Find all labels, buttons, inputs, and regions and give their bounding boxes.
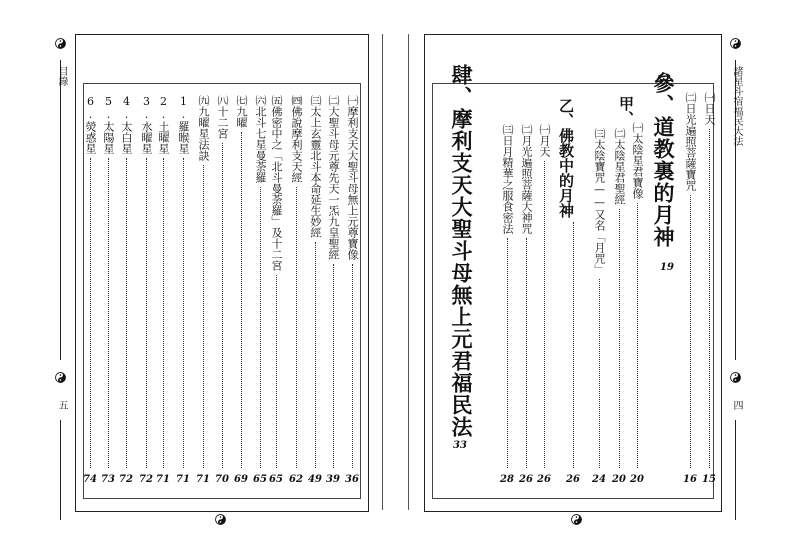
right-toc-a-2-leader-dots bbox=[690, 195, 691, 468]
right-toc-b-3-page-number: 24 bbox=[592, 474, 606, 485]
left-toc-entry-8-text: ㈧十二宮 bbox=[216, 95, 229, 139]
right-margin-rule-bottom bbox=[735, 420, 736, 520]
right-toc-b-2-leader-dots bbox=[619, 209, 620, 468]
right-toc-c-1-text: ㈠月天 bbox=[538, 124, 551, 157]
left-toc-entry-7-page-number: 69 bbox=[234, 474, 248, 485]
right-toc-a-1-text: ㈠日天 bbox=[703, 92, 716, 125]
left-toc-entry-5-leader-dots bbox=[276, 275, 277, 468]
right-toc-b-1-leader-dots bbox=[637, 203, 638, 468]
left-folio: 五 bbox=[56, 400, 67, 410]
section-yi-leader-dots bbox=[573, 222, 574, 468]
left-toc-entry-12-page-number: 72 bbox=[139, 474, 153, 485]
left-toc-entry-12-text: 3.水曜星 bbox=[140, 95, 153, 154]
left-toc-entry-6-leader-dots bbox=[260, 187, 261, 468]
chapter-3-page: 19 bbox=[660, 262, 674, 273]
right-toc-b-3-text: ㈢太陰寶咒——又名「月咒」 bbox=[593, 128, 606, 275]
right-toc-c-3-leader-dots bbox=[507, 238, 508, 468]
yin-yang-icon bbox=[55, 38, 66, 49]
right-toc-c-1-page-number: 26 bbox=[537, 474, 551, 485]
right-toc-b-1-text: ㈠太陰星君寶像 bbox=[631, 122, 644, 199]
left-toc-entry-2-text: ㈡大聖斗母元尊先天一炁九皇聖經 bbox=[327, 95, 340, 260]
left-running-head: 目錄 bbox=[56, 66, 67, 86]
left-toc-entry-10-text: 1.羅睺星 bbox=[177, 95, 190, 154]
left-toc-entry-8-page-number: 70 bbox=[215, 474, 229, 485]
right-toc-b-2-text: ㈡太陰星君聖經 bbox=[613, 128, 626, 205]
right-toc-a-1-leader-dots bbox=[709, 129, 710, 468]
yin-yang-icon bbox=[55, 372, 66, 383]
left-toc-entry-13-leader-dots bbox=[126, 158, 127, 468]
right-toc-c-1-leader-dots bbox=[544, 161, 545, 468]
left-toc-entry-11-page-number: 71 bbox=[156, 474, 170, 485]
left-toc-entry-13-page-number: 72 bbox=[119, 474, 133, 485]
left-toc-entry-6-text: ㈥北斗七星曼荼羅 bbox=[254, 95, 267, 183]
section-yi-page-number: 26 bbox=[566, 474, 580, 485]
left-toc-entry-3-text: ㈢太上玄靈北斗本命延生妙經 bbox=[309, 95, 322, 238]
section-yi-title: 乙、佛教中的月神 bbox=[557, 98, 575, 218]
right-toc-c-2-page-number: 26 bbox=[519, 474, 533, 485]
left-toc-entry-14-leader-dots bbox=[108, 158, 109, 468]
chapter-3-title: 參、道教裏的月神 bbox=[651, 72, 676, 248]
right-toc-b-2-page-number: 20 bbox=[612, 474, 626, 485]
left-toc-entry-5-page-number: 65 bbox=[269, 474, 283, 485]
left-toc-entry-2-page-number: 39 bbox=[326, 474, 340, 485]
left-toc-entry-13-text: 4.太白星 bbox=[120, 95, 133, 154]
left-toc-entry-10-page-number: 71 bbox=[176, 474, 190, 485]
left-toc-entry-4-page-number: 62 bbox=[289, 474, 303, 485]
left-toc-entry-15-page-number: 74 bbox=[83, 474, 97, 485]
right-running-head: 諸星斗宿福民大法 bbox=[731, 66, 742, 146]
right-toc-b-3-leader-dots bbox=[599, 279, 600, 468]
left-toc-entry-1-page-number: 36 bbox=[345, 474, 359, 485]
left-toc-entry-9-page-number: 71 bbox=[196, 474, 210, 485]
left-margin-rule-top bbox=[60, 60, 61, 360]
right-toc-a-2-page-number: 16 bbox=[683, 474, 697, 485]
right-toc-c-2-text: ㈡月光遍照菩薩大神咒 bbox=[520, 124, 533, 234]
right-toc-a-2-text: ㈡日光遍照菩薩寶咒 bbox=[684, 92, 697, 191]
right-toc-c-3-text: ㈢日月精華之服食密法 bbox=[501, 124, 514, 234]
left-toc-entry-3-page-number: 49 bbox=[308, 474, 322, 485]
yin-yang-icon bbox=[730, 38, 741, 49]
left-toc-entry-3-leader-dots bbox=[315, 242, 316, 468]
right-toc-a-1-page-number: 15 bbox=[702, 474, 716, 485]
yin-yang-icon bbox=[571, 514, 582, 525]
section-jia-label: 甲、 bbox=[617, 96, 635, 126]
right-toc-c-2-leader-dots bbox=[526, 238, 527, 468]
left-toc-entry-5-text: ㈤佛密中之「北斗曼荼羅」及十二宮 bbox=[270, 95, 283, 271]
left-toc-entry-4-leader-dots bbox=[296, 187, 297, 468]
left-toc-entry-10-leader-dots bbox=[183, 158, 184, 468]
left-toc-entry-1-text: ㈠摩利支天大聖斗母無上元尊寶像 bbox=[346, 95, 359, 260]
yin-yang-icon bbox=[215, 514, 226, 525]
left-toc-entry-7-text: ㈦九曜 bbox=[235, 95, 248, 128]
right-toc-c-3-page-number: 28 bbox=[500, 474, 514, 485]
gutter-line-left bbox=[382, 34, 383, 510]
left-toc-entry-11-text: 2.土曜星 bbox=[157, 95, 170, 154]
left-toc-entry-8-leader-dots bbox=[222, 143, 223, 468]
left-toc-entry-1-leader-dots bbox=[352, 264, 353, 468]
gutter-line-right bbox=[408, 34, 409, 510]
left-toc-entry-15-text: 6.熒惑星 bbox=[84, 95, 97, 154]
left-toc-entry-14-page-number: 73 bbox=[101, 474, 115, 485]
left-toc-entry-9-text: ㈨九曜星法訣 bbox=[197, 95, 210, 161]
chapter-4-page: 33 bbox=[453, 440, 467, 451]
left-margin-rule-bottom bbox=[60, 420, 61, 520]
left-toc-entry-14-text: 5.太陽星 bbox=[102, 95, 115, 154]
yin-yang-icon bbox=[730, 372, 741, 383]
left-toc-entry-4-text: ㈣佛說摩利支天經 bbox=[290, 95, 303, 183]
left-toc-entry-12-leader-dots bbox=[146, 158, 147, 468]
chapter-4-title: 肆、摩利支天大聖斗母無上元君福民法 bbox=[449, 64, 474, 438]
right-toc-b-1-page-number: 20 bbox=[630, 474, 644, 485]
left-toc-entry-15-leader-dots bbox=[90, 158, 91, 468]
left-toc-entry-6-page-number: 65 bbox=[253, 474, 267, 485]
right-folio: 四 bbox=[731, 400, 742, 410]
left-toc-entry-7-leader-dots bbox=[241, 132, 242, 468]
left-toc-entry-9-leader-dots bbox=[203, 165, 204, 468]
left-toc-entry-2-leader-dots bbox=[333, 264, 334, 468]
left-toc-entry-11-leader-dots bbox=[163, 158, 164, 468]
